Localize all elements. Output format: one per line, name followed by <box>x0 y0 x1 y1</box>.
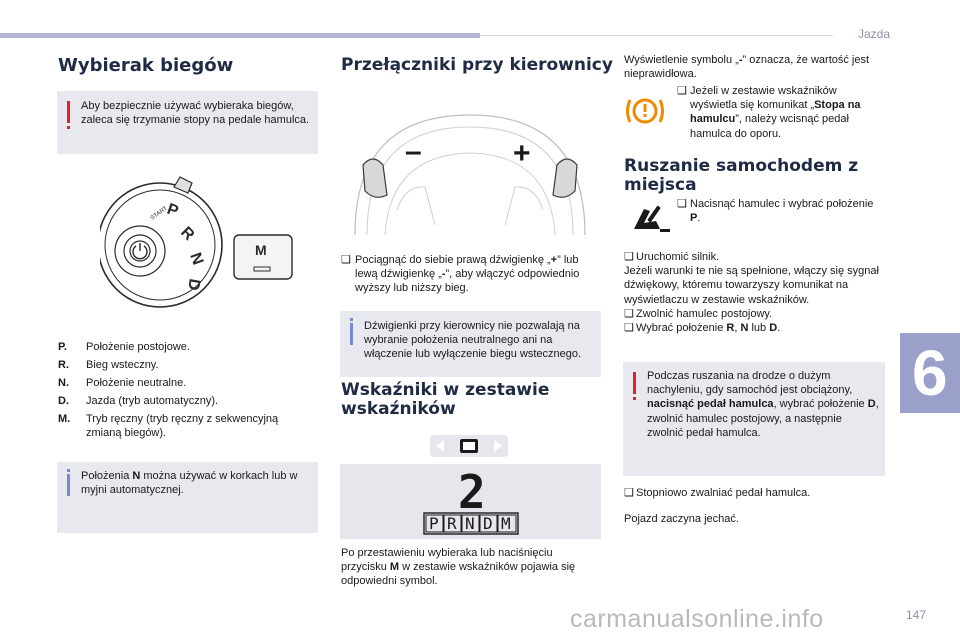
gear-letter-m: M <box>501 514 511 533</box>
header-rule <box>0 33 480 38</box>
info-text: Dźwigienki przy kierownicy nie pozwalają na wybranie położenia neutralnego ani na włączenie lub wyłączenie biegu wstecznego. <box>364 320 582 361</box>
display-caption: Po przestawieniu wybieraka lub naciśnięciu przycisku M w zestawie wskaźników pojawia się odpowiedni symbol. <box>341 547 576 588</box>
bullet-icon: ❑ <box>624 307 634 320</box>
watermark: carmanualsonline.info <box>570 605 824 633</box>
paddle-instruction: ❑ Pociągnąć do siebie prawą dźwigienkę „+” lub lewą dźwigienkę „-”, aby włączyć odpowiednio wyższy lub niższy bieg. <box>341 254 580 295</box>
bullet-icon: ❑ <box>677 85 687 97</box>
foot-on-brake-icon <box>620 199 676 237</box>
invalid-symbol-note: Wyświetlenie symbolu „-” oznacza, że wartość jest nieprawidłowa. <box>624 54 870 81</box>
moving-off-final: Pojazd zaczyna jechać. <box>624 513 739 525</box>
page-number: 147 <box>905 608 926 622</box>
selector-knob-tab <box>174 177 192 193</box>
bullet-icon: ❑ <box>624 251 634 263</box>
left-paddle <box>363 159 387 197</box>
gear-label-r: R <box>177 223 198 245</box>
right-paddle <box>553 159 577 197</box>
start-label: START <box>149 205 169 222</box>
paddle-minus-label: – <box>405 135 422 168</box>
gear-letter-n: N <box>465 514 475 533</box>
info-text: Położenia N można używać w korkach lub w myjni automatycznej. <box>81 470 298 497</box>
warning-box-slope <box>623 362 885 476</box>
gear-letter-p: P <box>429 514 439 533</box>
current-gear-digit: 2 <box>458 465 486 519</box>
info-icon <box>350 323 353 345</box>
gear-label-n: N <box>186 250 207 268</box>
brake-message-instruction: ❑ Jeżeli w zestawie wskaźników wyświetla się komunikat „Stopa na hamulcu”, należy wcisnąć pedał hamulca do oporu. <box>677 85 861 140</box>
bullet-icon: ❑ <box>677 198 687 210</box>
wheel-rim <box>355 115 585 235</box>
info-icon <box>67 474 70 496</box>
section-title-gear-selector: Wybierak biegów <box>58 55 234 76</box>
warning-box-gear-selector <box>57 91 318 154</box>
moving-off-release: ❑ Stopniowo zwalniać pedał hamulca. <box>624 487 811 499</box>
gear-label-d: D <box>184 277 203 292</box>
bullet-icon: ❑ <box>624 487 634 499</box>
info-box-neutral <box>57 462 318 533</box>
section-title-moving-off: Ruszanie samochodem z miejsca <box>624 156 859 196</box>
m-button-label: M <box>255 242 267 258</box>
steering-wheel-illustration <box>345 105 595 235</box>
chapter-number: 6 <box>912 337 948 409</box>
gear-selector-illustration <box>100 175 320 315</box>
header-thin-rule <box>480 35 833 36</box>
warning-icon <box>67 101 70 123</box>
bullet-icon: ❑ <box>624 322 634 335</box>
moving-off-step1: ❑ Nacisnąć hamulec i wybrać położenie P. <box>677 198 874 225</box>
warning-text: Podczas ruszania na drodze o dużym nachyleniu, gdy samochód jest obciążony, nacisnąć pedał hamulca, wybrać położenie D, zwolnić hamulec postojowy, a następnie zwolnić pedał hamulca. <box>647 370 879 439</box>
paddle-plus-label: + <box>513 137 531 170</box>
moving-off-steps: ❑ Uruchomić silnik. Jeżeli warunki te nie są spełnione, włączy się sygnał dźwiękowy, któremu towarzyszy komunikat na wyświetlaczu w zestawie wskaźników. ❑ Zwolnić hamulec postojowy. ❑ Wybrać położenie R, N lub D. <box>624 251 879 335</box>
gear-label-p: P <box>164 200 181 221</box>
section-title-paddles: Przełączniki przy kierownicy <box>341 55 613 75</box>
chapter-tab <box>900 333 960 413</box>
gear-letter-r: R <box>447 514 457 533</box>
warning-text: Aby bezpiecznie używać wybieraka biegów, zaleca się trzymanie stopy na pedale hamulca. <box>81 100 310 127</box>
section-title-indicators: Wskaźniki w zestawie wskaźników <box>341 380 550 420</box>
gear-letters <box>426 514 516 533</box>
warning-icon <box>633 372 636 394</box>
gear-letter-d: D <box>483 514 493 533</box>
brake-warning-icon <box>617 92 673 130</box>
gear-display <box>340 464 601 539</box>
chapter-title: Jazda <box>857 27 890 41</box>
bullet-icon: ❑ <box>341 254 351 266</box>
cluster-icon <box>430 435 508 457</box>
info-box-paddles <box>340 311 601 377</box>
